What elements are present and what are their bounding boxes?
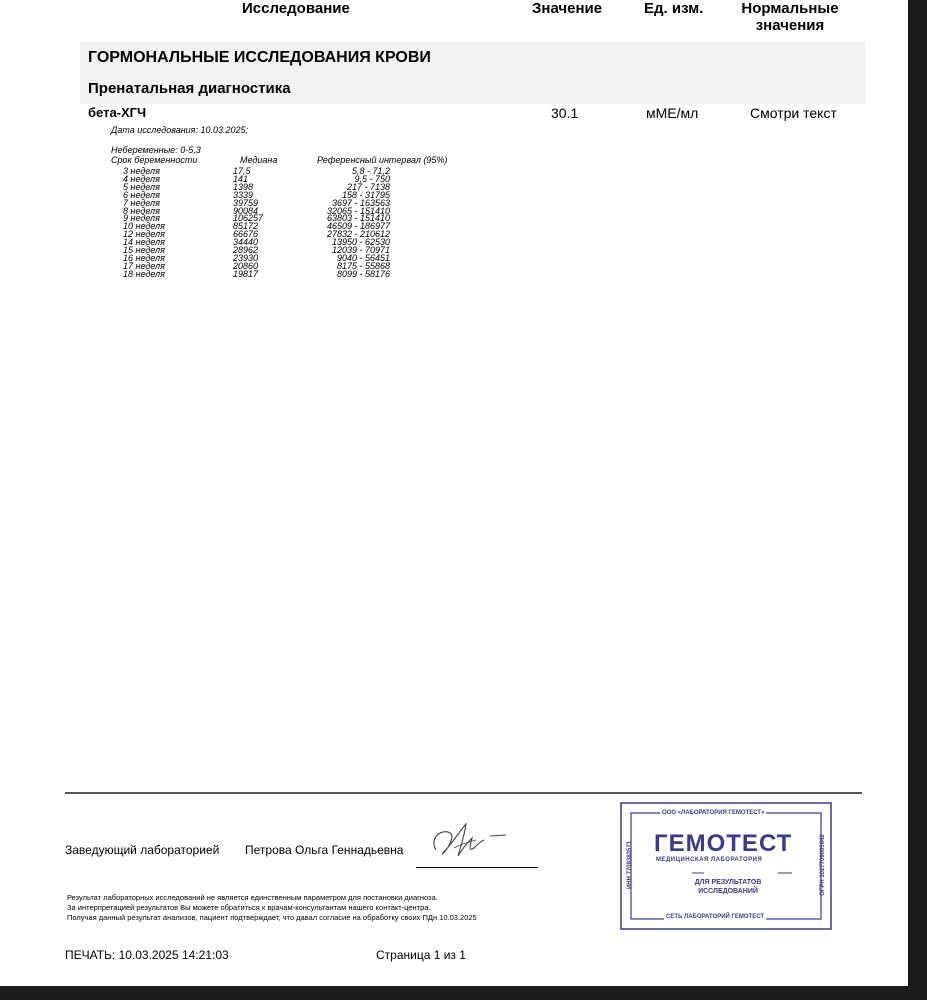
reference-interval: 3697 - 163563 [331, 197, 390, 208]
reference-median: 34440 [233, 237, 259, 248]
reference-term: 8 неделя [123, 205, 160, 216]
reference-median: 39759 [233, 197, 259, 208]
stamp-brand: ГЕМОТЕСТ [654, 830, 793, 857]
header-value: Значение [532, 0, 603, 17]
reference-median: 66676 [233, 229, 259, 240]
reference-term: 17 неделя [123, 260, 165, 271]
header-norm-line1: Нормальные [741, 0, 839, 17]
signature-image [428, 818, 518, 864]
signature-line [416, 867, 538, 868]
page-number: Страница 1 из 1 [376, 948, 466, 962]
test-norm: Смотри текст [750, 105, 837, 121]
header-norm [735, 0, 845, 34]
reference-interval: 13950 - 62530 [331, 237, 390, 248]
reference-term: 6 неделя [123, 189, 160, 200]
stamp-inn: ИНН 7709383571 [627, 841, 633, 890]
reference-term: 5 неделя [123, 181, 160, 192]
stamp-brand-sub: МЕДИЦИНСКАЯ ЛАБОРАТОРИЯ [656, 857, 763, 863]
header-unit: Ед. изм. [644, 0, 704, 17]
reference-median: 17,5 [233, 166, 251, 176]
reference-median: 23930 [233, 252, 259, 263]
stamp-frame [620, 802, 832, 930]
section-title: ГОРМОНАЛЬНЫЕ ИССЛЕДОВАНИЯ КРОВИ [88, 49, 431, 66]
disclaimer-line-3: Получая данный результат анализов, пациент подтверждает, что давал согласие на обработку своих ПДн 10.03.2025 [67, 913, 477, 922]
reference-interval: 32065 - 151410 [326, 205, 390, 216]
reference-interval: 27832 - 210612 [326, 229, 390, 240]
stamp-purpose [681, 878, 775, 896]
stamp-top: ООО «ЛАБОРАТОРИЯ ГЕМОТЕСТ» [662, 810, 765, 816]
disclaimer-line-1: Результат лабораторных исследований не является единственным параметром для постановки диагноза. [67, 893, 438, 902]
header-norm-line2: значения [755, 17, 825, 34]
reference-term: 9 неделя [123, 213, 160, 224]
reference-median: 85172 [233, 221, 259, 232]
reference-row [0, 270, 908, 278]
ref-col-median: Медиана [240, 155, 278, 165]
ref-col-interval: Референсный интервал (95%) [317, 155, 448, 165]
header-test: Исследование [242, 0, 350, 17]
reference-term: 4 неделя [123, 173, 160, 184]
reference-median: 1398 [233, 181, 254, 192]
reference-median: 20860 [233, 260, 259, 271]
reference-interval: 158 - 31795 [341, 189, 390, 200]
stamp-ogrn: ОГРН 1027709005642 [820, 834, 826, 896]
reference-interval: 8099 - 58176 [336, 268, 390, 279]
reference-interval: 8175 - 55868 [336, 260, 390, 271]
reference-median: 90084 [233, 205, 259, 216]
reference-term: 12 неделя [123, 229, 165, 240]
reference-term: 18 неделя [123, 268, 165, 279]
print-timestamp: ПЕЧАТЬ: 10.03.2025 14:21:03 [65, 948, 229, 962]
stamp-purpose-line2: ИССЛЕДОВАНИЙ [698, 888, 758, 895]
footer-divider [65, 792, 862, 794]
test-value: 30.1 [551, 105, 579, 121]
reference-interval: 9,5 - 750 [354, 173, 390, 184]
reference-median: 3339 [233, 189, 254, 200]
reference-interval: 63803 - 151410 [326, 213, 390, 224]
reference-term: 15 неделя [123, 245, 165, 255]
test-date-note: Дата исследования: 10.03.2025; [111, 125, 249, 135]
section-subtitle: Пренатальная диагностика [88, 80, 291, 97]
reference-median: 19817 [233, 268, 259, 279]
stamp-bottom: СЕТЬ ЛАБОРАТОРИЙ ГЕМОТЕСТ [666, 914, 765, 920]
reference-term: 10 неделя [123, 221, 165, 232]
reference-term: 3 неделя [123, 166, 160, 176]
stamp-purpose-line1: ДЛЯ РЕЗУЛЬТАТОВ [694, 879, 762, 886]
signer-name: Петрова Ольга Геннадьевна [245, 843, 404, 857]
test-unit: мМЕ/мл [646, 105, 699, 121]
reference-median: 106257 [233, 213, 264, 224]
ref-col-term: Срок беременности [111, 155, 198, 165]
lab-stamp [620, 802, 832, 930]
test-name: бета-ХГЧ [88, 105, 147, 120]
nonpregnant-note: Небеременные: 0-5,3 [111, 145, 201, 155]
disclaimer-line-2: За интерпретацией результатов Вы можете обратиться к врачам-консультантам нашего контакт-центра. [67, 903, 431, 912]
reference-term: 14 неделя [123, 237, 165, 248]
reference-interval: 5,8 - 71,2 [351, 166, 390, 176]
reference-median: 28962 [233, 245, 259, 255]
reference-term: 7 неделя [123, 197, 160, 208]
signer-position: Заведующий лабораторией [65, 843, 220, 857]
reference-interval: 12039 - 70971 [331, 245, 390, 255]
reference-median: 141 [233, 173, 249, 184]
reference-interval: 217 - 7138 [346, 181, 390, 192]
reference-interval: 9040 - 56451 [336, 252, 390, 263]
reference-interval: 46509 - 186977 [326, 221, 390, 232]
reference-term: 16 неделя [123, 252, 165, 263]
